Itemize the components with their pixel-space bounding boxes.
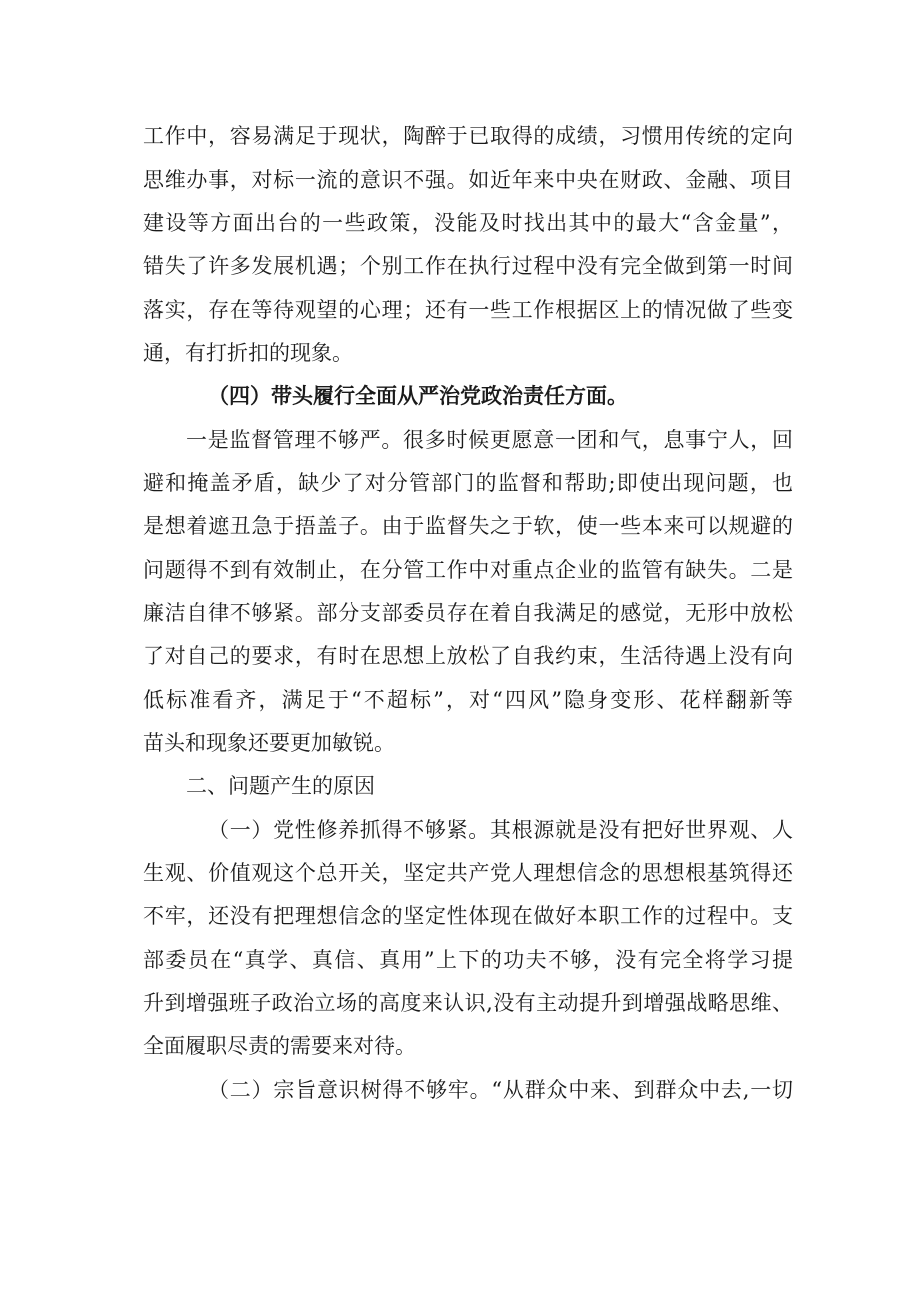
paragraph-line: 升到增强班子政治立场的高度来认识,没有主动提升到增强战略思维、 — [143, 991, 793, 1015]
paragraph-line: 问题得不到有效制止，在分管工作中对重点企业的监管有缺失。二是 — [143, 558, 793, 582]
paragraph-line: 不牢，还没有把理想信念的坚定性体现在做好本职工作的过程中。支 — [143, 904, 793, 928]
paragraph-line: 通，有打折扣的现象。 — [143, 341, 353, 365]
section-heading: （四）带头履行全面从严治党政治责任方面。 — [208, 384, 628, 408]
paragraph-line: 落实，存在等待观望的心理；还有一些工作根据区上的情况做了些变 — [143, 298, 793, 322]
paragraph-line: 全面履职尽责的需要来对待。 — [143, 1034, 416, 1058]
paragraph-line: 错失了许多发展机遇；个别工作在执行过程中没有完全做到第一时间 — [143, 254, 793, 278]
paragraph-line: 一是监督管理不够严。很多时候更愿意一团和气，息事宁人，回 — [186, 428, 793, 452]
paragraph-line: 低标准看齐，满足于“不超标”，对“四风”隐身变形、花样翻新等 — [143, 688, 793, 712]
paragraph-line: （一）党性修养抓得不够紧。其根源就是没有把好世界观、人 — [208, 818, 793, 842]
paragraph-line: 部委员在“真学、真信、真用”上下的功夫不够，没有完全将学习提 — [143, 948, 793, 972]
paragraph-line: 生观、价值观这个总开关，坚定共产党人理想信念的思想根基筑得还 — [143, 861, 793, 885]
paragraph-line: 廉洁自律不够紧。部分支部委员存在着自我满足的感觉，无形中放松 — [143, 601, 793, 625]
paragraph-line: 是想着遮丑急于捂盖子。由于监督失之于软，使一些本来可以规避的 — [143, 514, 793, 538]
paragraph-line: （二）宗旨意识树得不够牢。“从群众中来、到群众中去,一切 — [208, 1078, 793, 1102]
paragraph-line: 工作中，容易满足于现状，陶醉于已取得的成绩，习惯用传统的定向 — [143, 124, 793, 148]
paragraph-line: 了对自己的要求，有时在思想上放松了自我约束，生活待遇上没有向 — [143, 644, 793, 668]
paragraph-line: 苗头和现象还要更加敏锐。 — [143, 731, 395, 755]
paragraph-line: 思维办事，对标一流的意识不强。如近年来中央在财政、金融、项目 — [143, 168, 793, 192]
paragraph-line: 建设等方面出台的一些政策，没能及时找出其中的最大“含金量”， — [143, 211, 793, 235]
section-heading: 二、问题产生的原因 — [186, 774, 375, 798]
paragraph-line: 避和掩盖矛盾，缺少了对分管部门的监督和帮助;即使出现问题，也 — [143, 471, 793, 495]
